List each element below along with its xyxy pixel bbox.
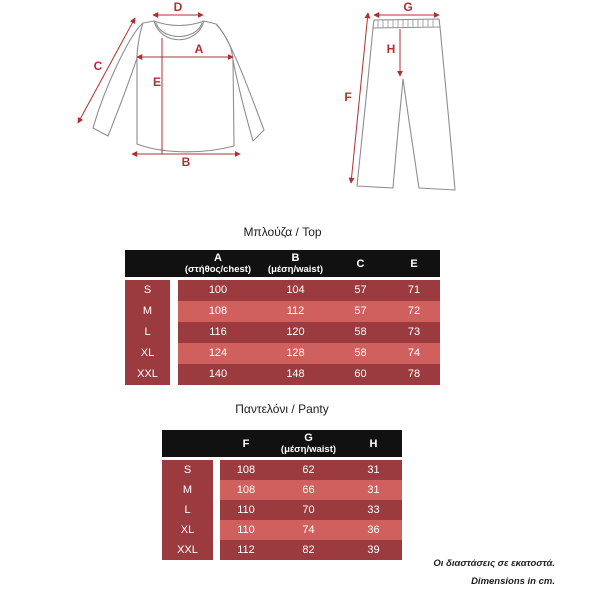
value-cell: 108 [178, 301, 258, 322]
size-cell: L [162, 500, 213, 520]
header-col-e [388, 250, 440, 277]
measurement-line-c [78, 18, 135, 123]
size-cell: S [125, 280, 170, 301]
pants-size-table [162, 430, 402, 560]
value-cell: 39 [345, 540, 402, 560]
table-row-xl [162, 520, 402, 540]
value-cell: 57 [333, 280, 388, 301]
header-col-f [220, 430, 272, 457]
value-cell: 124 [178, 343, 258, 364]
value-cell: 78 [388, 364, 440, 385]
shirt-back-collar [154, 21, 204, 26]
label-d: D [173, 0, 183, 14]
label-b: B [181, 155, 191, 169]
header-letter: C [356, 257, 365, 270]
size-cell: XXL [162, 540, 213, 560]
column-gap [213, 460, 220, 480]
value-cell: 60 [333, 364, 388, 385]
value-cell: 108 [220, 460, 272, 480]
shirt-right-sleeve [216, 24, 264, 141]
value-cell: 108 [220, 480, 272, 500]
size-cell: S [162, 460, 213, 480]
pants-table-title: Παντελόνι / Panty [235, 402, 329, 416]
value-cell: 74 [272, 520, 345, 540]
header-sub: (στήθος/chest) [184, 263, 252, 275]
size-cell: XXL [125, 364, 170, 385]
header-letter: G [304, 431, 313, 444]
size-cell: L [125, 322, 170, 343]
label-h: H [386, 42, 396, 56]
value-cell: 112 [258, 301, 333, 322]
header-letter: E [410, 257, 418, 270]
header-letter: H [369, 437, 378, 450]
dimension-notes [433, 558, 555, 587]
table-row-xl [125, 343, 440, 364]
value-cell: 74 [388, 343, 440, 364]
table-row-s [162, 460, 402, 480]
top-measurement-diagram [60, 0, 280, 200]
header-col-c [333, 250, 388, 277]
size-cell: XL [162, 520, 213, 540]
label-a: A [194, 42, 204, 56]
top-table-header-row [125, 250, 440, 277]
value-cell: 82 [272, 540, 345, 560]
pants-table-header-row [162, 430, 402, 457]
value-cell: 66 [272, 480, 345, 500]
value-cell: 70 [272, 500, 345, 520]
table-row-l [162, 500, 402, 520]
label-c: C [93, 59, 103, 73]
size-cell: M [162, 480, 213, 500]
value-cell: 33 [345, 500, 402, 520]
top-size-table [125, 250, 440, 385]
column-gap [170, 343, 178, 364]
waistband-elastic-ticks [378, 19, 433, 27]
header-sub: (μέση/waist) [280, 443, 337, 455]
column-gap [170, 301, 178, 322]
column-gap [213, 500, 220, 520]
label-e: E [152, 75, 162, 89]
value-cell: 58 [333, 322, 388, 343]
pants-measurement-diagram [330, 0, 490, 205]
table-row-xxl [162, 540, 402, 560]
pants-legs-outline [357, 27, 455, 190]
column-gap [170, 364, 178, 385]
table-row-xxl [125, 364, 440, 385]
value-cell: 62 [272, 460, 345, 480]
value-cell: 72 [388, 301, 440, 322]
value-cell: 110 [220, 520, 272, 540]
value-cell: 148 [258, 364, 333, 385]
table-row-s [125, 280, 440, 301]
value-cell: 104 [258, 280, 333, 301]
table-row-m [125, 301, 440, 322]
top-table-title: Μπλούζα / Top [243, 225, 322, 239]
table-row-l [125, 322, 440, 343]
value-cell: 31 [345, 460, 402, 480]
value-cell: 120 [258, 322, 333, 343]
header-col-a [178, 250, 258, 277]
header-col-b [258, 250, 333, 277]
table-row-m [162, 480, 402, 500]
header-col-g [272, 430, 345, 457]
size-cell: M [125, 301, 170, 322]
value-cell: 128 [258, 343, 333, 364]
label-g: G [403, 0, 413, 14]
value-cell: 57 [333, 301, 388, 322]
shirt-body-outline [137, 21, 234, 152]
value-cell: 36 [345, 520, 402, 540]
header-col-h [345, 430, 402, 457]
value-cell: 58 [333, 343, 388, 364]
note-english: Dimensions in cm. [471, 576, 555, 587]
value-cell: 73 [388, 322, 440, 343]
note-greek: Οι διαστάσεις σε εκατοστά. [433, 558, 555, 569]
column-gap [170, 322, 178, 343]
header-letter: F [242, 437, 250, 450]
value-cell: 100 [178, 280, 258, 301]
size-cell: XL [125, 343, 170, 364]
header-letter: B [291, 251, 300, 264]
header-letter: A [214, 251, 222, 264]
value-cell: 31 [345, 480, 402, 500]
value-cell: 140 [178, 364, 258, 385]
column-gap [213, 480, 220, 500]
value-cell: 116 [178, 322, 258, 343]
value-cell: 110 [220, 500, 272, 520]
value-cell: 71 [388, 280, 440, 301]
header-spacer [162, 430, 220, 457]
shirt-left-sleeve [93, 23, 143, 136]
header-spacer [125, 250, 178, 277]
column-gap [170, 280, 178, 301]
column-gap [213, 540, 220, 560]
header-sub: (μέση/waist) [267, 263, 324, 275]
label-f: F [344, 90, 352, 104]
column-gap [213, 520, 220, 540]
value-cell: 112 [220, 540, 272, 560]
